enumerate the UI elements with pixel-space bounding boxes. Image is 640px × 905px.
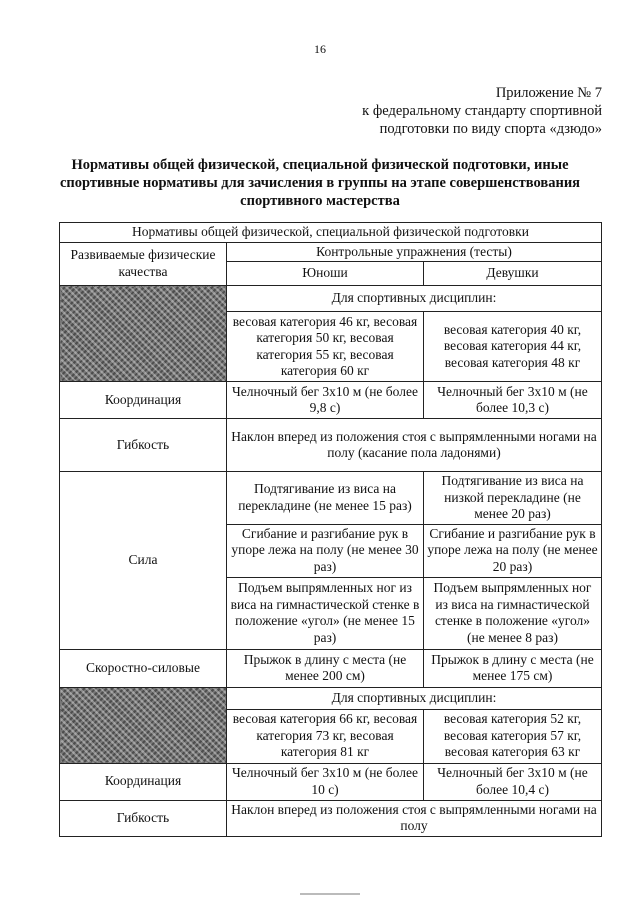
disciplines-heading-1: Для спортивных дисциплин: — [227, 286, 602, 312]
appendix-line-3: подготовки по виду спорта «дзюдо» — [379, 121, 602, 137]
header-boys: Юноши — [227, 262, 424, 286]
pullups-boys: Подтягивание из виса на перекладине (не менее 15 раз) — [227, 472, 424, 525]
weights-girls-1: весовая категория 40 кг, весовая категория 44 кг, весовая категория 48 кг — [424, 312, 602, 382]
flexibility-label-2: Гибкость — [60, 800, 227, 836]
page-edge-mark — [300, 893, 360, 895]
jump-girls: Прыжок в длину с места (не менее 175 см) — [424, 649, 602, 687]
table-caption: Нормативы общей физической, специальной физической подготовки — [60, 223, 602, 243]
page-number: 16 — [314, 42, 326, 56]
appendix-header — [362, 84, 602, 138]
leg-raise-boys: Подъем выпрямленных ног из виса на гимнастической стенке в положение «угол» (не менее 15 раз) — [227, 577, 424, 649]
hatched-cell — [60, 286, 227, 382]
header-qualities: Развиваемые физические качества — [60, 242, 227, 286]
speed-strength-label: Скоростно-силовые — [60, 649, 227, 687]
coordination-boys-1: Челночный бег 3х10 м (не более 9,8 с) — [227, 382, 424, 419]
weights-boys-1: весовая категория 46 кг, весовая категория 50 кг, весовая категория 55 кг, весовая категория 60 кг — [227, 312, 424, 382]
appendix-line-2: к федеральному стандарту спортивной — [362, 103, 602, 119]
flexibility-label-1: Гибкость — [60, 419, 227, 472]
coordination-boys-2: Челночный бег 3х10 м (не более 10 с) — [227, 763, 424, 800]
header-tests: Контрольные упражнения (тесты) — [227, 242, 602, 262]
coordination-girls-1: Челночный бег 3х10 м (не более 10,3 с) — [424, 382, 602, 419]
jump-boys: Прыжок в длину с места (не менее 200 см) — [227, 649, 424, 687]
disciplines-heading-2: Для спортивных дисциплин: — [227, 687, 602, 709]
header-girls: Девушки — [424, 262, 602, 286]
flexibility-norm-1: Наклон вперед из положения стоя с выпрямленными ногами на полу (касание пола ладонями) — [227, 419, 602, 472]
coordination-label-1: Координация — [60, 382, 227, 419]
pushups-boys: Сгибание и разгибание рук в упоре лежа на полу (не менее 30 раз) — [227, 524, 424, 577]
weights-boys-2: весовая категория 66 кг, весовая категория 73 кг, весовая категория 81 кг — [227, 709, 424, 763]
weights-girls-2: весовая категория 52 кг, весовая категория 57 кг, весовая категория 63 кг — [424, 709, 602, 763]
document-title: Нормативы общей физической, специальной физической подготовки, иные спортивные нормативы для зачисления в группы на этапе совершенствования спортивного мастерства — [59, 157, 581, 209]
norms-table — [59, 222, 602, 837]
strength-label: Сила — [60, 472, 227, 650]
coordination-label-2: Координация — [60, 763, 227, 800]
flexibility-norm-2: Наклон вперед из положения стоя с выпрямленными ногами на полу — [227, 800, 602, 836]
appendix-line-1: Приложение № 7 — [495, 85, 602, 101]
pullups-girls: Подтягивание из виса на низкой перекладине (не менее 20 раз) — [424, 472, 602, 525]
hatched-cell — [60, 687, 227, 763]
pushups-girls: Сгибание и разгибание рук в упоре лежа на полу (не менее 20 раз) — [424, 524, 602, 577]
leg-raise-girls: Подъем выпрямленных ног из виса на гимнастической стенке в положение «угол» (не менее 8 раз) — [424, 577, 602, 649]
coordination-girls-2: Челночный бег 3х10 м (не более 10,4 с) — [424, 763, 602, 800]
